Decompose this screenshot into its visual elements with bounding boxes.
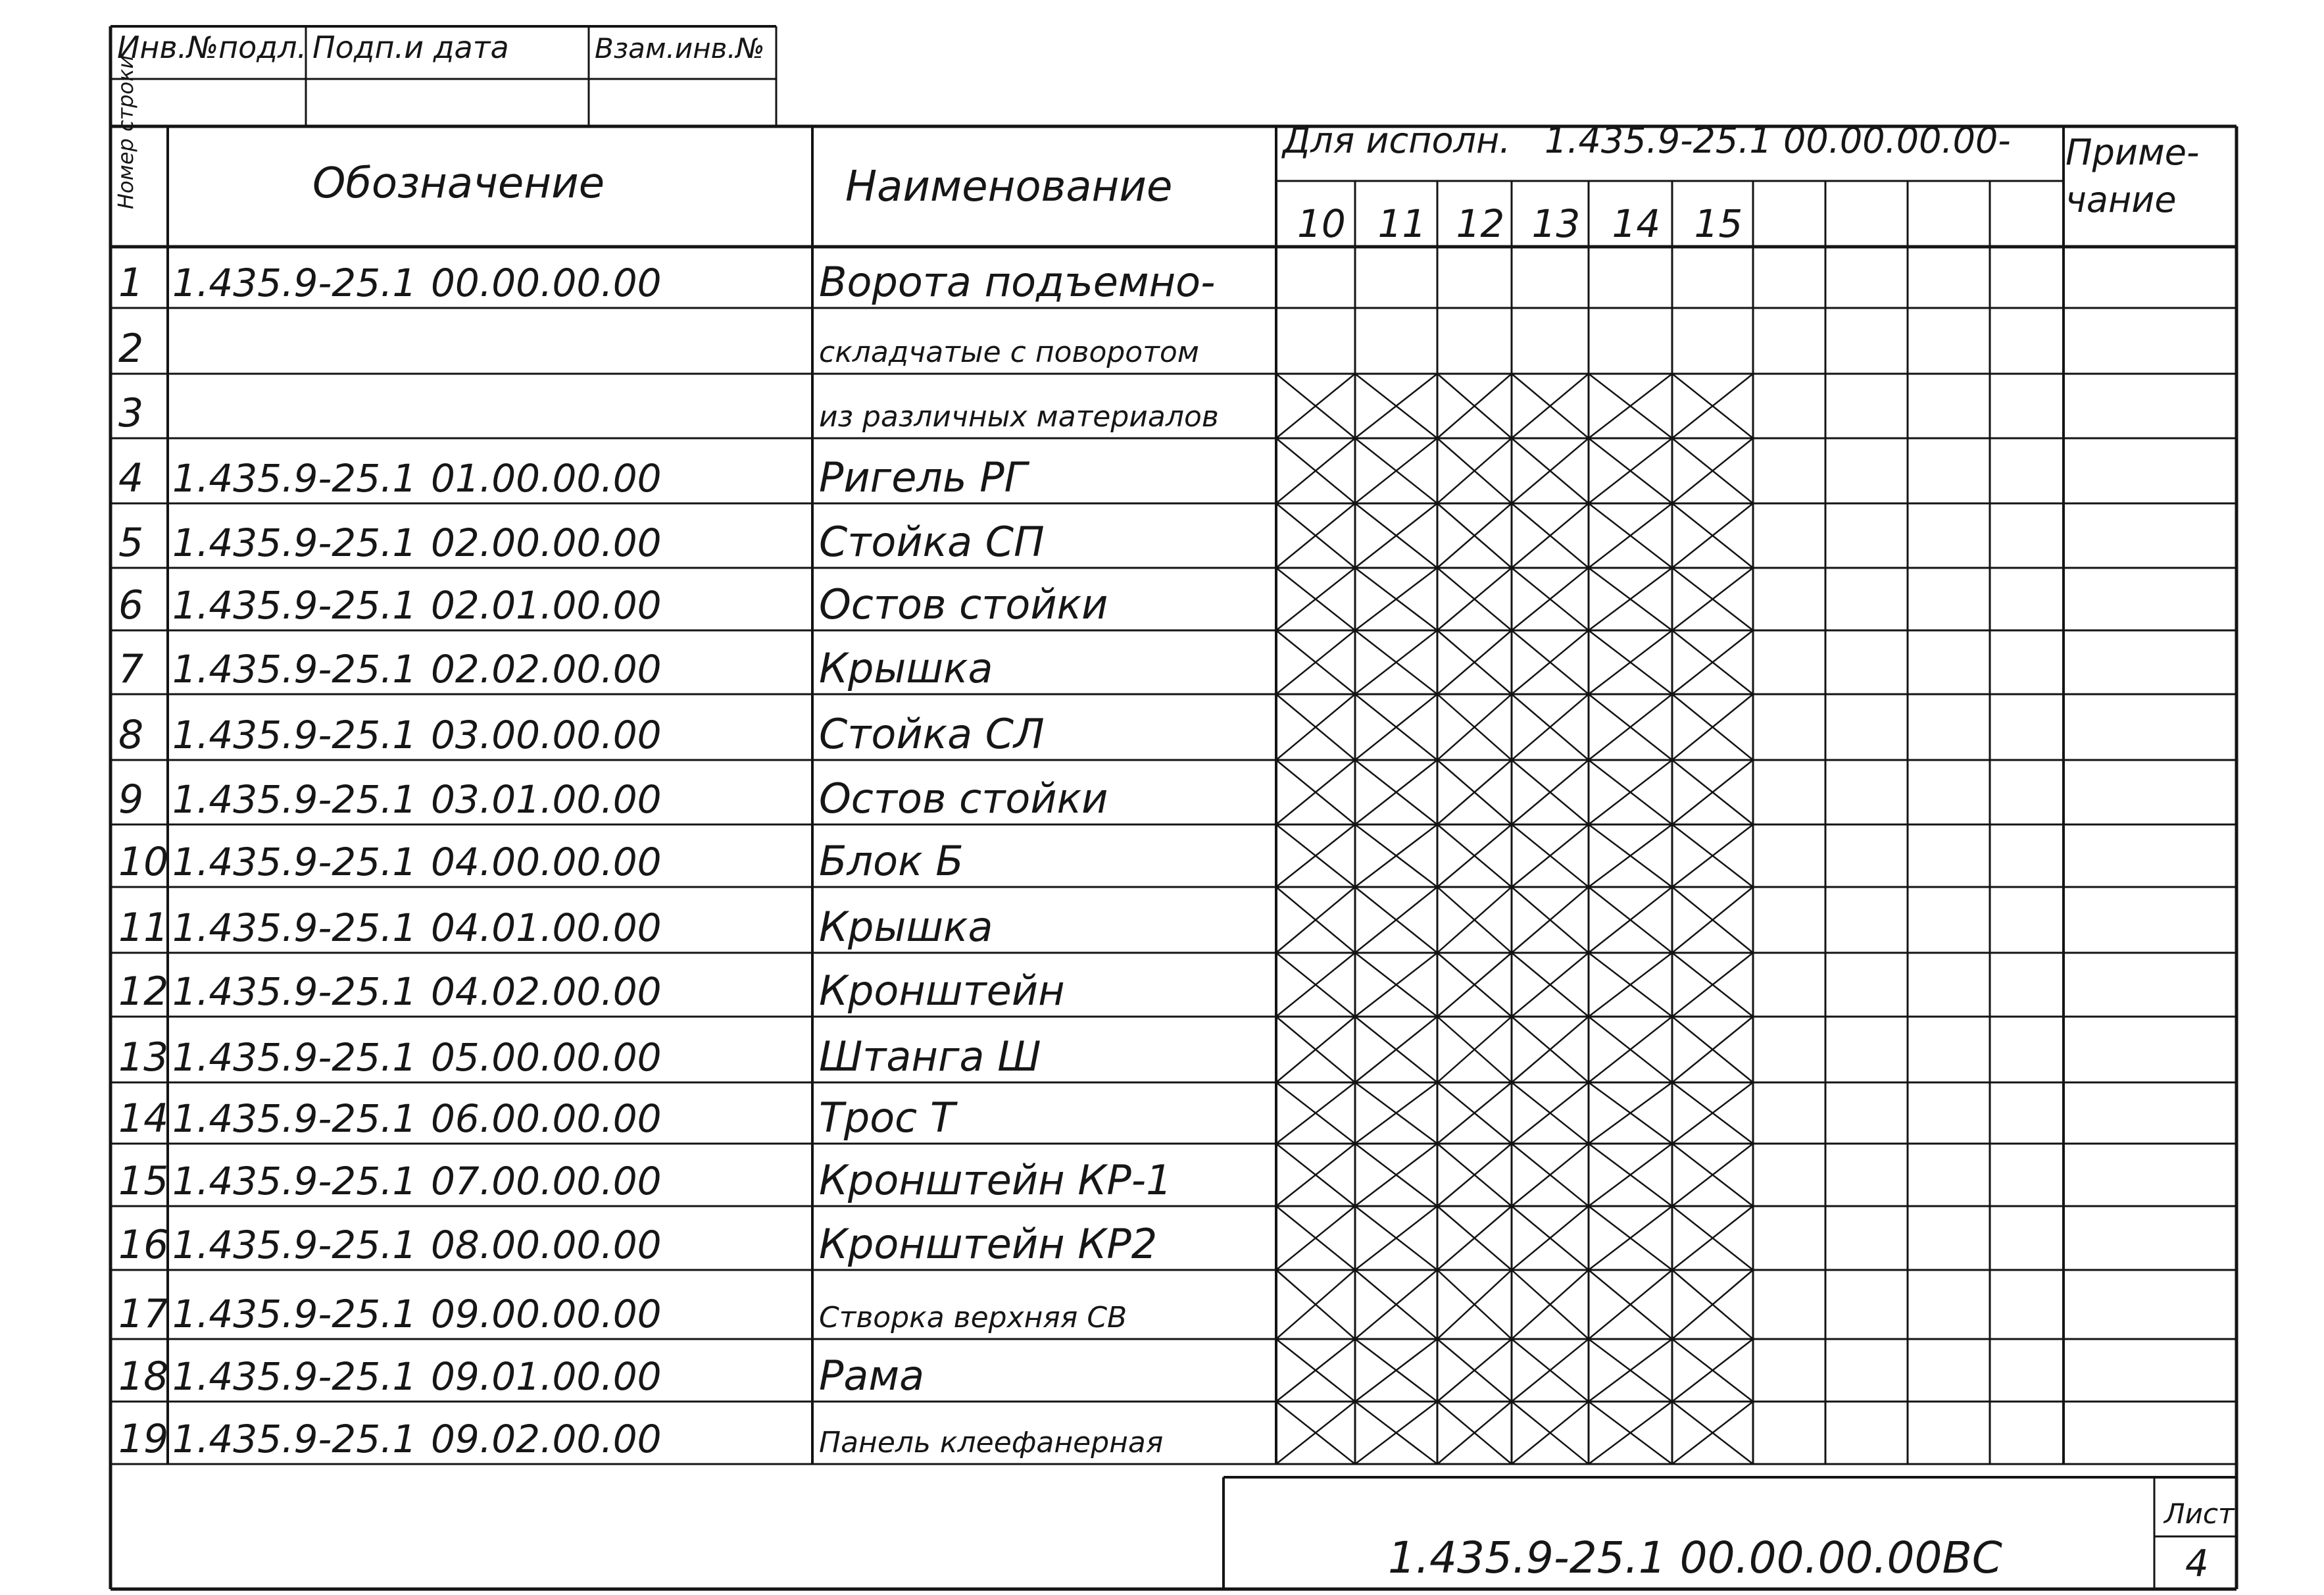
item-name: Штанга Ш (819, 1032, 1041, 1080)
item-name: Трос Т (819, 1094, 955, 1142)
table-row (118, 774, 1108, 823)
designation-subcode: 03.01.00.00 (431, 777, 662, 822)
designation-subcode: 01.00.00.00 (431, 456, 662, 501)
note-header-line2: чание (2065, 179, 2177, 220)
designation-subcode: 02.01.00.00 (431, 583, 662, 628)
row-number-header: Номер строки (113, 55, 138, 209)
table-row (118, 1416, 1163, 1462)
for-execution-header: Для исполн. 1.435.9-25.1 00.00.00.00- (1283, 120, 2011, 161)
designation-code: 1.435.9-25.1 (172, 1354, 417, 1399)
row-number: 14 (118, 1096, 169, 1142)
table-row (118, 1156, 1172, 1204)
table-row (118, 1220, 1157, 1268)
designation-subcode: 06.00.00.00 (431, 1096, 662, 1141)
table-row (118, 518, 1045, 566)
table-row (118, 903, 993, 951)
row-number: 1 (118, 260, 144, 306)
stamp-signature-date-label: Подп.и дата (312, 30, 509, 65)
designation-subcode: 09.00.00.00 (431, 1292, 662, 1336)
designation-subcode: 07.00.00.00 (431, 1159, 662, 1203)
table-row (118, 258, 1215, 306)
item-name: Ворота подъемно- (819, 258, 1216, 306)
item-name: Блок Б (819, 837, 964, 885)
execution-number-headers (1297, 201, 1743, 246)
designation-code: 1.435.9-25.1 (172, 969, 417, 1014)
designation-subcode: 00.00.00.00 (431, 261, 662, 305)
designation-code: 1.435.9-25.1 (172, 647, 417, 692)
designation-subcode: 09.01.00.00 (431, 1354, 662, 1399)
designation-code: 1.435.9-25.1 (172, 1159, 417, 1203)
table-row (118, 453, 1030, 501)
sheet-label: Лист (2164, 1498, 2235, 1530)
crossed-out-cells (1276, 374, 1753, 1464)
table-row (118, 580, 1108, 628)
execution-header: 10 (1297, 201, 1346, 246)
item-name: Остов стойки (819, 580, 1108, 628)
row-number: 12 (118, 969, 169, 1015)
designation-code: 1.435.9-25.1 (172, 1096, 417, 1141)
designation-subcode: 08.00.00.00 (431, 1223, 662, 1267)
row-number: 2 (118, 326, 144, 372)
execution-header: 11 (1377, 201, 1427, 246)
item-name: Стойка СП (819, 518, 1045, 566)
designation-code: 1.435.9-25.1 (172, 261, 417, 305)
item-name: Кронштейн КР2 (819, 1220, 1158, 1268)
designation-code: 1.435.9-25.1 (172, 1223, 417, 1267)
row-number: 6 (118, 582, 144, 628)
row-number: 16 (118, 1222, 169, 1268)
name-header: Наименование (845, 163, 1173, 211)
note-header-line1: Приме- (2065, 132, 2200, 173)
designation-code: 1.435.9-25.1 (172, 520, 417, 565)
designation-code: 1.435.9-25.1 (172, 583, 417, 628)
designation-subcode: 02.00.00.00 (431, 520, 662, 565)
table-row (118, 326, 1199, 372)
table-row (118, 967, 1065, 1015)
item-name: Крышка (819, 903, 993, 951)
item-name: Крышка (819, 644, 993, 692)
designation-subcode: 04.00.00.00 (431, 840, 662, 884)
designation-code: 1.435.9-25.1 (172, 905, 417, 950)
row-number: 11 (118, 905, 169, 951)
designation-code: 1.435.9-25.1 (172, 456, 417, 501)
designation-code: 1.435.9-25.1 (172, 1035, 417, 1080)
table-row (118, 837, 964, 885)
designation-code: 1.435.9-25.1 (172, 1417, 417, 1461)
designation-code: 1.435.9-25.1 (172, 777, 417, 822)
execution-header: 12 (1456, 201, 1505, 246)
item-name: Рама (819, 1352, 925, 1400)
table-row (118, 1352, 924, 1400)
item-name: Панель клеефанерная (819, 1426, 1164, 1459)
designation-code: 1.435.9-25.1 (172, 713, 417, 757)
designation-code: 1.435.9-25.1 (172, 1292, 417, 1336)
designation-subcode: 02.02.00.00 (431, 647, 662, 692)
item-name: Стойка СЛ (819, 710, 1045, 758)
row-number: 17 (118, 1291, 169, 1337)
item-name: Кронштейн КР-1 (819, 1156, 1172, 1204)
item-name: из различных материалов (819, 400, 1219, 434)
stamp-replacement-label: Взам.инв.№ (595, 32, 765, 64)
row-number: 4 (118, 455, 144, 501)
table-row (118, 1032, 1041, 1080)
designation-subcode: 04.02.00.00 (431, 969, 662, 1014)
item-name: Остов стойки (819, 774, 1108, 823)
item-name: складчатые с поворотом (819, 336, 1199, 369)
row-number: 7 (118, 646, 144, 692)
row-number: 3 (118, 390, 144, 436)
item-name: Кронштейн (819, 967, 1065, 1015)
table-row (118, 1291, 1127, 1337)
row-number: 15 (118, 1158, 169, 1204)
row-number: 8 (118, 712, 144, 758)
stamp-inventory-label: Инв.№подл. (117, 30, 307, 65)
table-row (118, 1094, 958, 1142)
item-name: Створка верхняя СВ (819, 1301, 1127, 1334)
row-number: 10 (118, 839, 169, 885)
execution-header: 13 (1531, 201, 1581, 246)
designation-code: 1.435.9-25.1 (172, 840, 417, 884)
designation-subcode: 04.01.00.00 (431, 905, 662, 950)
row-number: 13 (118, 1034, 169, 1080)
designation-subcode: 05.00.00.00 (431, 1035, 662, 1080)
row-number: 5 (118, 520, 144, 566)
designation-subcode: 09.02.00.00 (431, 1417, 662, 1461)
document-code: 1.435.9-25.1 00.00.00.00ВС (1388, 1532, 2002, 1583)
sheet-number: 4 (2185, 1542, 2209, 1585)
item-name: Ригель РГ (819, 453, 1027, 501)
row-number: 19 (118, 1416, 169, 1462)
table-row (118, 644, 993, 692)
row-number: 18 (118, 1354, 169, 1400)
table-row (118, 710, 1045, 758)
execution-header: 15 (1694, 201, 1743, 246)
execution-header: 14 (1612, 201, 1661, 246)
table-row (118, 390, 1219, 436)
designation-subcode: 03.00.00.00 (431, 713, 662, 757)
row-number: 9 (118, 776, 144, 823)
designation-header: Обозначение (312, 159, 605, 208)
